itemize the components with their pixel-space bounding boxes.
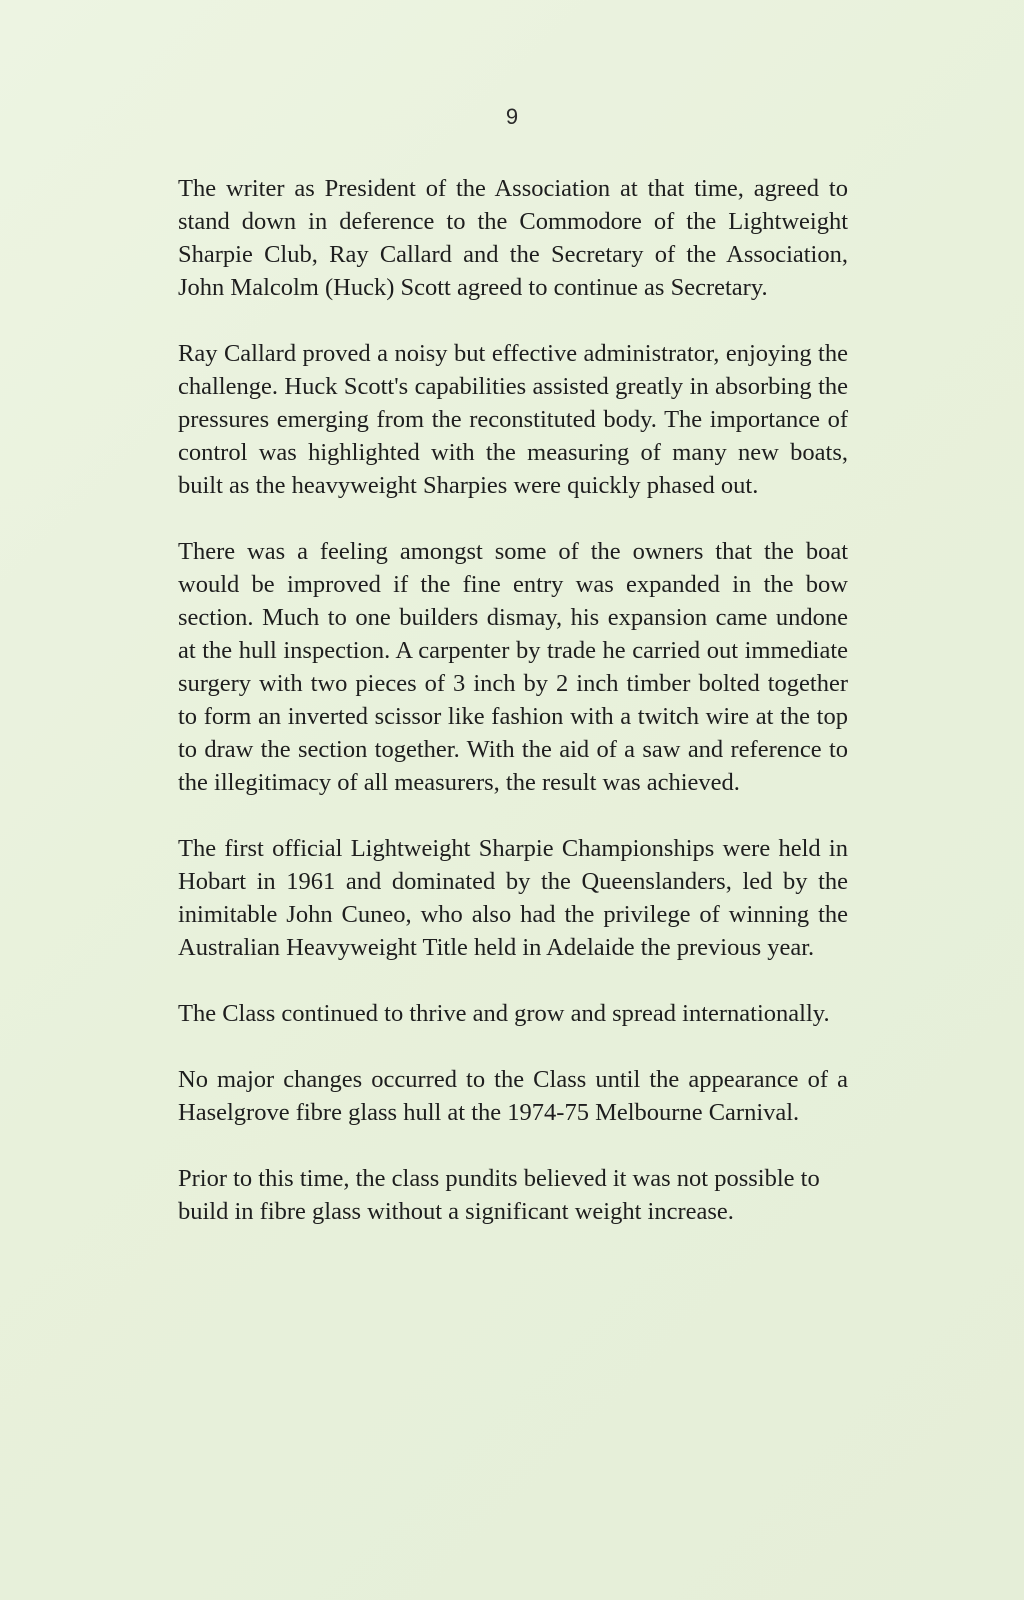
paragraph-3: There was a feeling amongst some of the owners that the boat would be improved if the fine entry was expanded in the bow section. Much to one builders dismay, his expansion came undone at the hull inspection. A carpenter by trade he carried out immediate surgery with two pieces of 3 inch by 2 inch timber bolted together to form an inverted scissor like fashion with a twitch wire at the top to draw the section together. With the aid of a saw and reference to the illegitimacy of all measurers, the result was achieved. bbox=[178, 538, 848, 796]
paragraph-6: No major changes occurred to the Class until the appearance of a Haselgrove fibre glass hull at the 1974-75 Melbourne Carnival. bbox=[178, 1066, 848, 1126]
paragraph-4: The first official Lightweight Sharpie Championships were held in Hobart in 1961 and dominated by the Queenslanders, led by the inimitable John Cuneo, who also had the privilege of winning the Australian Heavyweight Title held in Adelaide the previous year. bbox=[178, 835, 848, 961]
paragraph-7: Prior to this time, the class pundits believed it was not possible to build in fibre glass without a significant weight increase. bbox=[178, 1165, 820, 1225]
paragraph-5: The Class continued to thrive and grow and spread internationally. bbox=[178, 1000, 830, 1027]
paragraph-2: Ray Callard proved a noisy but effective administrator, enjoying the challenge. Huck Scott's capabilities assisted greatly in absorbing the pressures emerging from the reconstituted body. The importance of control was highlighted with the measuring of many new boats, built as the heavyweight Sharpies were quickly phased out. bbox=[178, 340, 848, 499]
body-text bbox=[178, 172, 848, 1261]
paragraph-1: The writer as President of the Association at that time, agreed to stand down in deference to the Commodore of the Lightweight Sharpie Club, Ray Callard and the Secretary of the Association, John Malcolm (Huck) Scott agreed to continue as Secretary. bbox=[178, 175, 848, 301]
page-number: 9 bbox=[505, 104, 519, 129]
